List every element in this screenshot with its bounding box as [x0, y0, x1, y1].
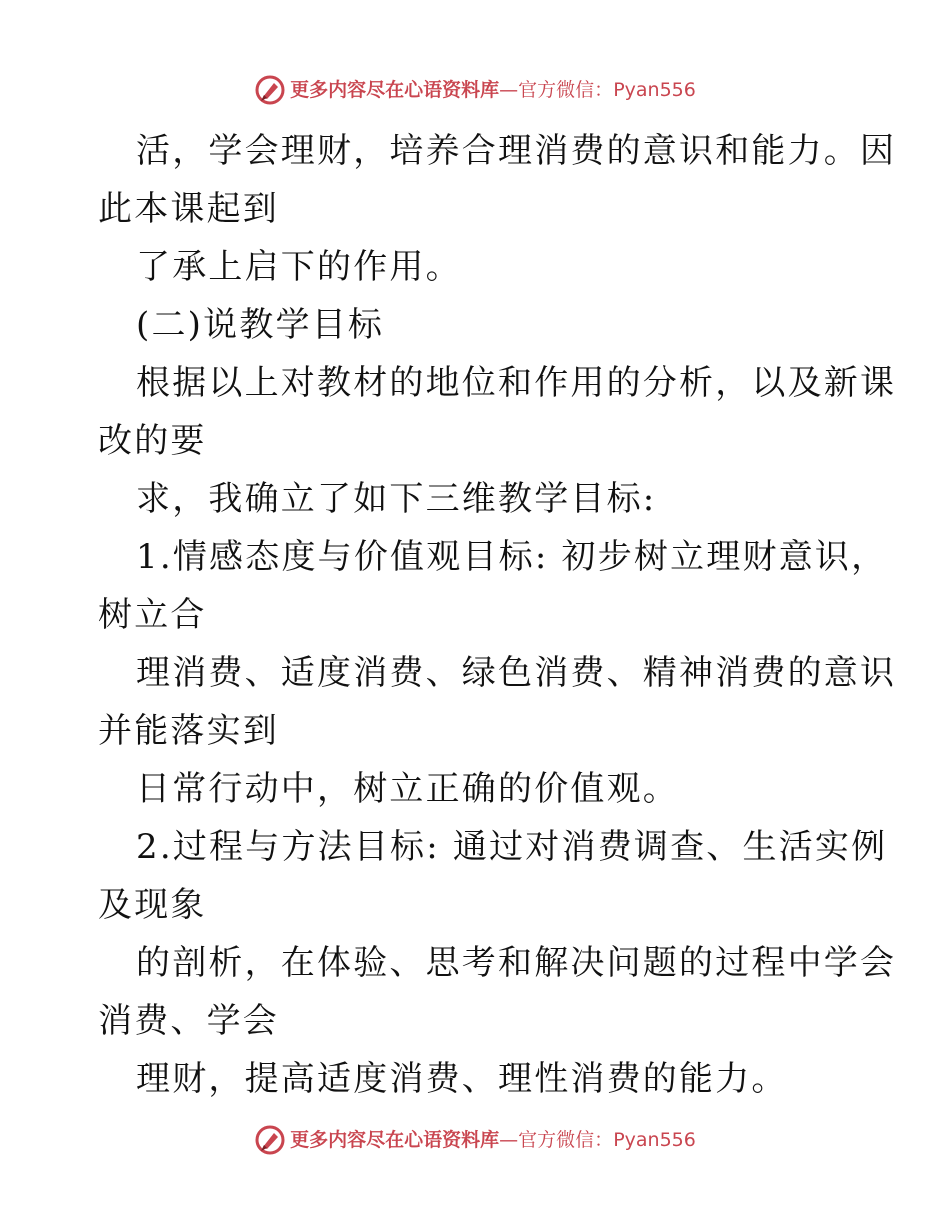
text-line: 了承上启下的作用。 — [136, 247, 462, 287]
text-line: 求，我确立了如下三维教学目标: — [136, 479, 657, 519]
text-line: 树立合 — [98, 595, 207, 635]
text-line: 及现象 — [98, 885, 207, 925]
text-line: 根据以上对教材的地位和作用的分析，以及新课 — [136, 363, 897, 403]
watermark-wechat-label: 官方微信： — [518, 78, 614, 101]
text-line: 的剖析，在体验、思考和解决问题的过程中学会 — [136, 943, 897, 983]
text-line: 1.情感态度与价值观目标: 初步树立理财意识， — [136, 537, 888, 577]
header-watermark-banner — [0, 70, 950, 110]
document-body — [98, 122, 897, 1108]
watermark-separator: — — [499, 78, 519, 101]
pen-nib-logo-icon — [254, 1124, 286, 1156]
text-line: 理财，提高适度消费、理性消费的能力。 — [136, 1059, 788, 1099]
footer-watermark-banner — [0, 1120, 950, 1160]
watermark-main-text: 更多内容尽在心语资料库 — [290, 78, 500, 101]
text-line: 消费、学会 — [98, 1001, 279, 1041]
pen-nib-logo-icon — [254, 74, 286, 106]
text-line: 改的要 — [98, 421, 207, 461]
text-line: 理消费、适度消费、绿色消费、精神消费的意识 — [136, 653, 897, 693]
watermark-wechat-id: Pyan556 — [613, 78, 696, 101]
text-line: 活，学会理财，培养合理消费的意识和能力。因 — [136, 131, 897, 171]
text-line: 并能落实到 — [98, 711, 279, 751]
watermark-wechat-id: Pyan556 — [613, 1128, 696, 1151]
section-heading: (二)说教学目标 — [136, 305, 385, 345]
watermark-wechat-label: 官方微信： — [518, 1128, 614, 1151]
watermark-separator: — — [499, 1128, 519, 1151]
text-line: 此本课起到 — [98, 189, 279, 229]
text-line: 2.过程与方法目标: 通过对消费调查、生活实例 — [136, 827, 888, 867]
text-line: 日常行动中，树立正确的价值观。 — [136, 769, 679, 809]
watermark-main-text: 更多内容尽在心语资料库 — [290, 1128, 500, 1151]
